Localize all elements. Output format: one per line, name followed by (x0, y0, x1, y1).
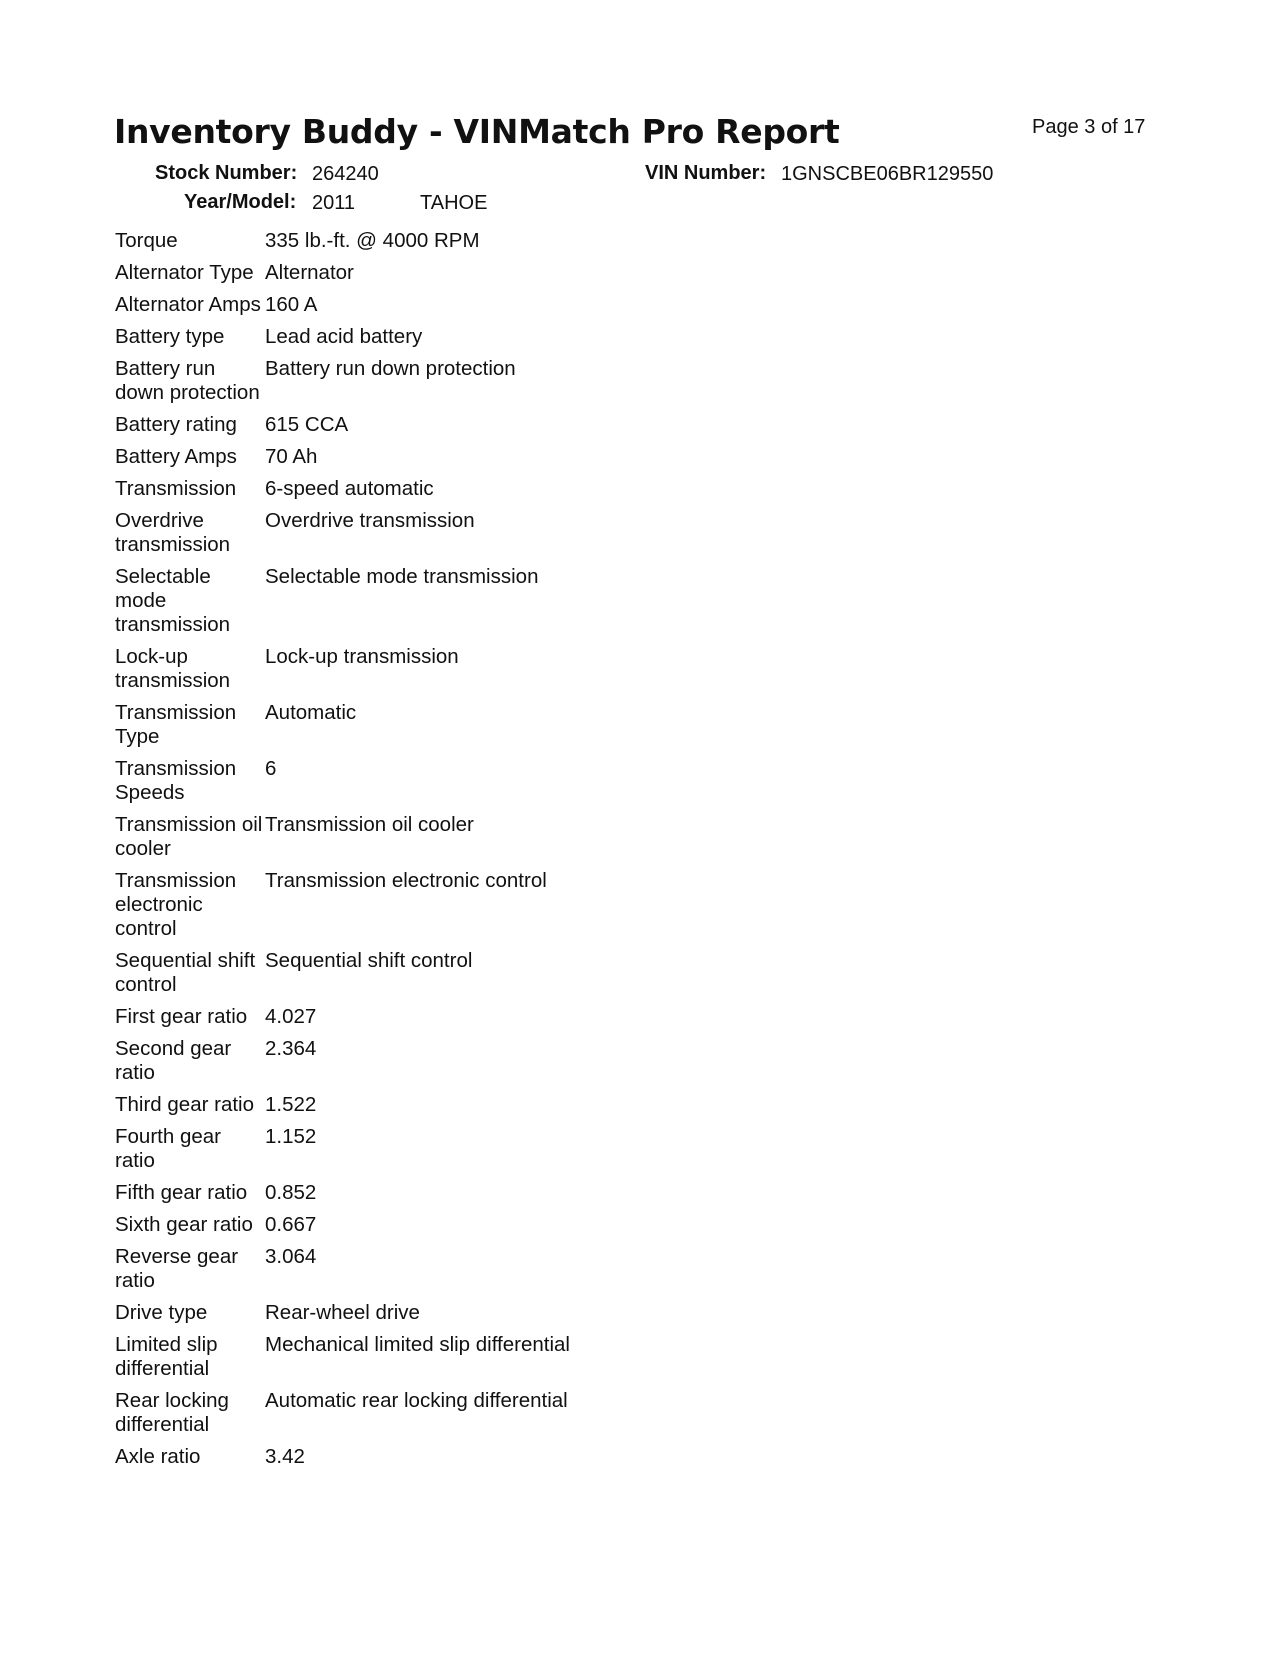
spec-row (115, 357, 835, 413)
spec-label: Torque (115, 229, 178, 252)
spec-row (115, 229, 835, 261)
spec-label: Selectable mode transmission (115, 565, 231, 636)
spec-value: 3.42 (265, 1445, 305, 1468)
spec-value: 615 CCA (265, 413, 349, 436)
spec-row (115, 509, 835, 565)
spec-row (115, 869, 835, 949)
spec-row (115, 293, 835, 325)
spec-label: Axle ratio (115, 1445, 201, 1468)
spec-value: 6 (265, 757, 277, 780)
spec-label: Third gear ratio (115, 1093, 255, 1116)
spec-row (115, 1301, 835, 1333)
spec-row (115, 477, 835, 509)
spec-label: Fifth gear ratio (115, 1181, 248, 1204)
spec-value: Sequential shift control (265, 949, 473, 972)
spec-row (115, 445, 835, 477)
spec-value: 335 lb.-ft. @ 4000 RPM (265, 229, 480, 252)
spec-row (115, 1213, 835, 1245)
spec-label: Battery Amps (115, 445, 237, 468)
spec-value: Transmission electronic control (265, 869, 547, 892)
spec-value: 1.522 (265, 1093, 317, 1116)
spec-label: Battery rating (115, 413, 237, 436)
spec-value: 0.852 (265, 1181, 317, 1204)
spec-row (115, 757, 835, 813)
spec-label: First gear ratio (115, 1005, 248, 1028)
spec-label: Sixth gear ratio (115, 1213, 253, 1236)
spec-label: Lock-up transmission (115, 645, 231, 692)
spec-label: Battery type (115, 325, 225, 348)
spec-value: 2.364 (265, 1037, 317, 1060)
spec-row (115, 1389, 835, 1445)
stock-number-label: Stock Number: (155, 162, 298, 184)
spec-value: 70 Ah (265, 445, 318, 468)
spec-label: Transmission Speeds (115, 757, 237, 804)
spec-row (115, 1445, 835, 1477)
spec-label: Alternator Type (115, 261, 254, 284)
report-title: Inventory Buddy - VINMatch Pro Report (114, 112, 840, 151)
spec-row (115, 1181, 835, 1213)
spec-label: Alternator Amps (115, 293, 261, 316)
spec-label: Transmission (115, 477, 237, 500)
spec-row (115, 413, 835, 445)
spec-row (115, 1245, 835, 1301)
spec-row (115, 813, 835, 869)
spec-label: Transmission Type (115, 701, 237, 748)
spec-value: Overdrive transmission (265, 509, 475, 532)
spec-value: Mechanical limited slip differential (265, 1333, 570, 1356)
spec-row (115, 1333, 835, 1389)
spec-row (115, 1005, 835, 1037)
spec-value: Rear-wheel drive (265, 1301, 420, 1324)
spec-label: Overdrive transmission (115, 509, 231, 556)
spec-value: 0.667 (265, 1213, 317, 1236)
spec-value: Automatic (265, 701, 357, 724)
spec-value: Battery run down protection (265, 357, 516, 380)
spec-value: Lead acid battery (265, 325, 423, 348)
vin-number-value: 1GNSCBE06BR129550 (781, 163, 994, 185)
spec-label: Second gear ratio (115, 1037, 232, 1084)
stock-number-value: 264240 (312, 163, 379, 185)
vin-number-label: VIN Number: (645, 162, 767, 184)
spec-row (115, 1093, 835, 1125)
spec-value: 3.064 (265, 1245, 317, 1268)
page-number: Page 3 of 17 (1032, 116, 1146, 138)
spec-label: Battery run down protection (115, 357, 260, 404)
spec-value: 160 A (265, 293, 318, 316)
spec-value: Selectable mode transmission (265, 565, 539, 588)
spec-row (115, 701, 835, 757)
model-value: TAHOE (420, 192, 488, 214)
spec-row (115, 1037, 835, 1093)
spec-row (115, 645, 835, 701)
spec-value: Automatic rear locking differential (265, 1389, 568, 1412)
spec-label: Rear locking differential (115, 1389, 229, 1436)
spec-value: 4.027 (265, 1005, 317, 1028)
spec-row (115, 325, 835, 357)
spec-label: Sequential shift control (115, 949, 256, 996)
specs-table (115, 229, 835, 1477)
year-value: 2011 (312, 192, 356, 214)
spec-label: Fourth gear ratio (115, 1125, 221, 1172)
spec-label: Limited slip differential (115, 1333, 218, 1380)
spec-row (115, 1125, 835, 1181)
spec-label: Drive type (115, 1301, 208, 1324)
spec-value: 6-speed automatic (265, 477, 434, 500)
spec-label: Transmission oil cooler (115, 813, 263, 860)
spec-value: 1.152 (265, 1125, 317, 1148)
spec-row (115, 261, 835, 293)
spec-label: Transmission electronic control (115, 869, 237, 940)
spec-value: Lock-up transmission (265, 645, 459, 668)
year-model-label: Year/Model: (184, 191, 297, 213)
spec-label: Reverse gear ratio (115, 1245, 239, 1292)
spec-row (115, 949, 835, 1005)
specs-body (115, 229, 835, 1477)
spec-value: Alternator (265, 261, 354, 284)
spec-value: Transmission oil cooler (265, 813, 474, 836)
spec-row (115, 565, 835, 645)
